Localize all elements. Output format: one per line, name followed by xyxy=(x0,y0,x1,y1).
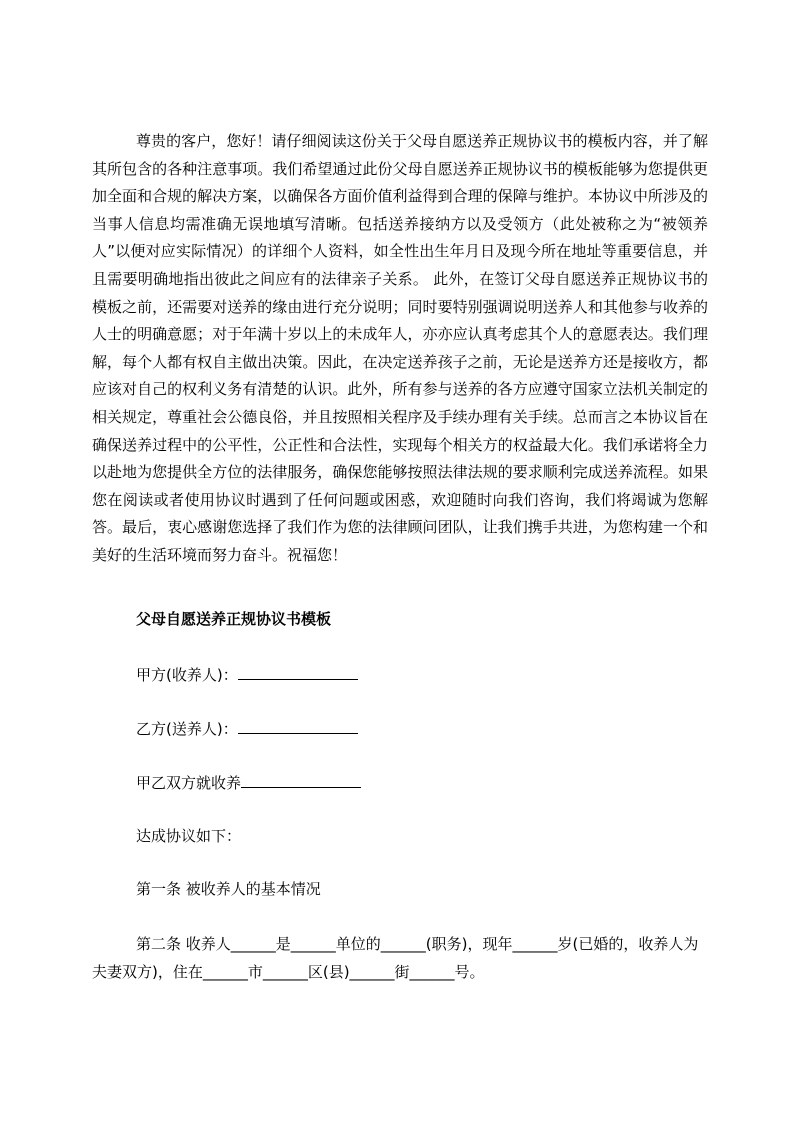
both-parties-label: 甲乙双方就收养 xyxy=(136,774,242,792)
both-parties-field xyxy=(136,772,361,793)
agreement-title: 父母自愿送养正规协议书模板 xyxy=(136,610,332,628)
party-b-blank[interactable] xyxy=(238,719,358,734)
party-a-blank[interactable] xyxy=(238,665,358,680)
both-parties-blank[interactable] xyxy=(241,773,361,788)
intro-paragraph: 尊贵的客户，您好！请仔细阅读这份关于父母自愿送养正规协议书的模板内容，并了解其所包含的各种注意事项。我们希望通过此份父母自愿送养正规协议书的模板能够为您提供更加全面和合规的解决方案，以确保各方面价值利益得到合理的保障与维护。本协议中所涉及的当事人信息均需准确无误地填写清晰。包括送养接纳方以及受领方（此处被称之为“被领养人”以便对应实际情况）的详细个人资料，如全性出生年月日及现今所在地址等重要信息，并且需要明确地指出彼此之间应有的法律亲子关系。 此外，在签订父母自愿送养正规协议书的模板之前，还需要对送养的缘由进行充分说明；同时要特别强调说明送养人和其他参与收养的人士的明确意愿；对于年满十岁以上的未成年人，亦亦应认真考虑其个人的意愿表达。我们理解，每个人都有权自主做出决策。因此，在决定送养孩子之前，无论是送养方还是接收方，都应该对自己的权利义务有清楚的认识。此外，所有参与送养的各方应遵守国家立法机关制定的相关规定，尊重社会公德良俗，并且按照相关程序及手续办理有关手续。总而言之本协议旨在确保送养过程中的公平性，公正性和合法性，实现每个相关方的权益最大化。我们承诺将全力以赴地为您提供全方位的法律服务，确保您能够按照法律法规的要求顺利完成送养流程。如果您在阅读或者使用协议时遇到了任何问题或困惑，欢迎随时向我们咨询，我们将竭诚为您解答。最后，衷心感谢您选择了我们作为您的法律顾问团队，让我们携手共进，为您构建一个和美好的生活环境而努力奋斗。祝福您！ xyxy=(92,132,708,564)
party-b-field xyxy=(136,718,358,739)
party-a-label: 甲方(收养人)： xyxy=(136,666,238,684)
article-2: 第二条 收养人______是______单位的______(职务)，现年______岁(已婚的，收养人为夫妻双方)，住在______市______区(县)______街______号。 xyxy=(92,935,699,981)
party-a-field xyxy=(136,664,358,685)
agreement-line: 达成协议如下： xyxy=(136,827,242,845)
party-b-label: 乙方(送养人)： xyxy=(136,720,238,738)
article-1: 第一条 被收养人的基本情况 xyxy=(136,880,321,898)
